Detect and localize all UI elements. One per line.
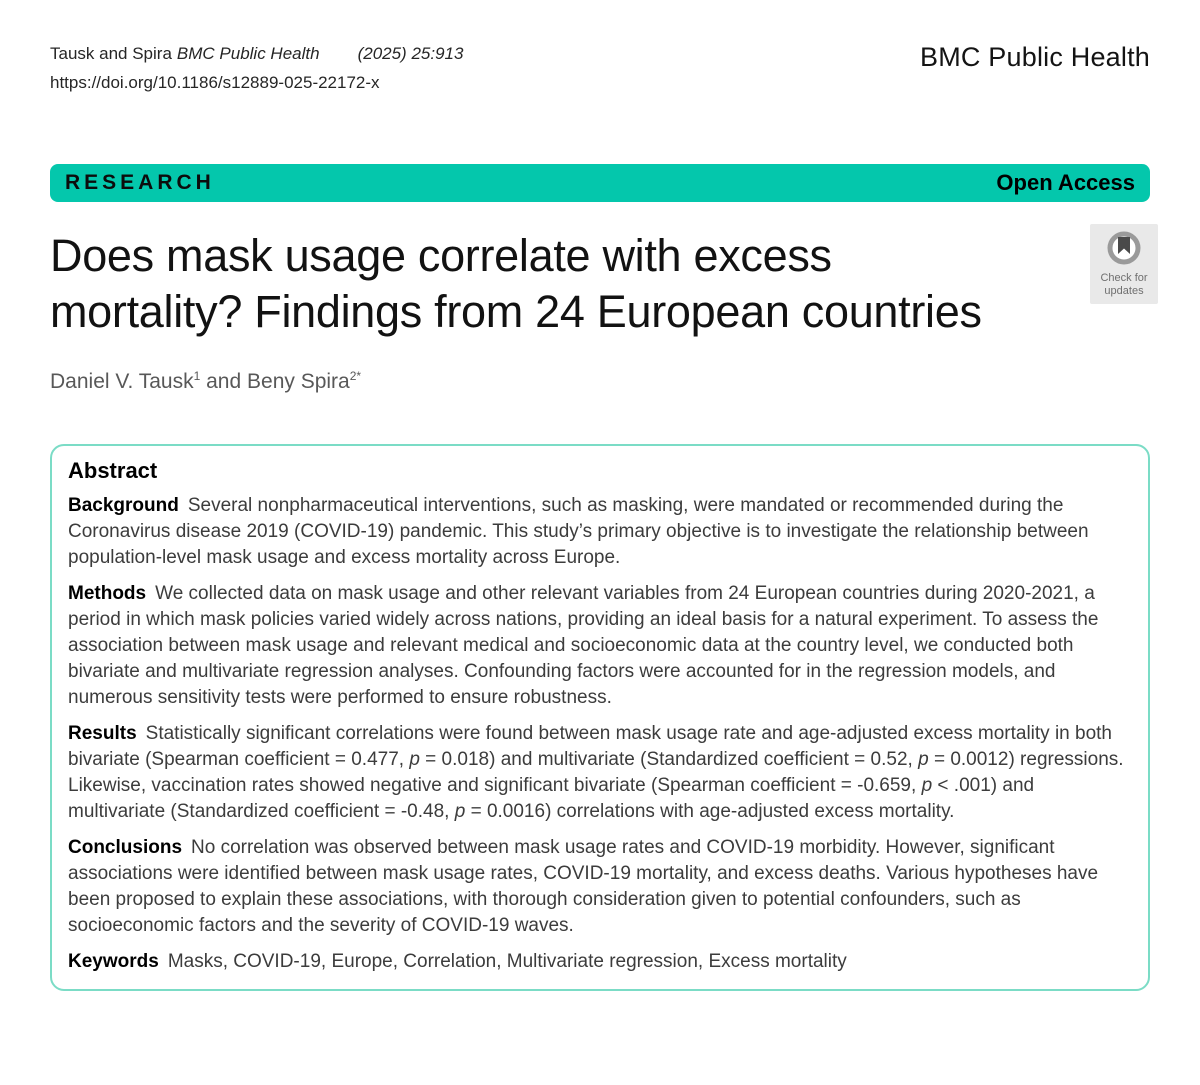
results-text: Statistically significant correlations were found between mask usage rate and age-adjusted excess mortality in both bivariate (Spearman coefficient = 0.477, p = 0.018) and multivariate (Standardized coefficient = 0.52, p = 0.0012) regressions. Likewise, vaccination rates showed negative and significant bivariate (Spearman coefficient = -0.659, p < .001) and multivariate (Standardized coefficient = -0.48, p = 0.0016) correlations with age-adjusted excess mortality. [68, 723, 1124, 823]
citation-authors: Tausk and Spira [50, 44, 172, 63]
article-title-line2: mortality? Findings from 24 European countries [50, 285, 982, 337]
crossmark-icon [1105, 229, 1143, 267]
abstract-box [50, 444, 1150, 991]
citation-line [50, 40, 463, 69]
background-label: Background [68, 495, 179, 517]
article-type-label: RESEARCH [65, 170, 215, 194]
open-access-label: Open Access [996, 169, 1135, 195]
results-label: Results [68, 723, 137, 745]
conclusions-label: Conclusions [68, 837, 183, 859]
conclusions-text: No correlation was observed between mask usage rates and COVID-19 morbidity. However, significant associations were identified between mask usage rates, COVID-19 mortality, and excess deaths. Various hypotheses have been proposed to explain these associations, with thorough consideration given to potential confounders, such as socioeconomic factors and the severity of COVID-19 waves. [68, 837, 1099, 937]
authors-line: Daniel V. Tausk$^1$ and Beny Spira$^{2*}$ [50, 369, 362, 394]
check-badge-label-line2: updates [1104, 285, 1144, 298]
article-title [50, 228, 1150, 340]
keywords-label: Keywords [68, 951, 159, 973]
citation-journal: BMC Public Health [176, 44, 320, 63]
keywords-text: Masks, COVID-19, Europe, Correlation, Multivariate regression, Excess mortality [167, 951, 847, 973]
methods-label: Methods [68, 583, 147, 605]
background-text: Several nonpharmaceutical interventions, such as masking, were mandated or recommended during the Coronavirus disease 2019 (COVID-19) pandemic. This study’s primary objective is to investigate the relationship between population-level mask usage and excess mortality across Europe. [68, 495, 1089, 569]
abstract-background-paragraph [68, 493, 1132, 571]
abstract-methods-paragraph [68, 581, 1132, 711]
journal-name: BMC Public Health [920, 42, 1150, 72]
article-type-banner [50, 164, 1150, 202]
article-title-line1: Does mask usage correlate with excess [50, 229, 832, 281]
methods-text: We collected data on mask usage and other relevant variables from 24 European countries during 2020-2021, a period in which mask policies varied widely across nations, providing an ideal basis for a natural experiment. To assess the association between mask usage and relevant medical and socioeconomic data at the country level, we conducted both bivariate and multivariate regression analyses. Confounding factors were accounted for in the regression models, and numerous sensitivity tests were performed to ensure robustness. [68, 583, 1099, 709]
abstract-keywords-paragraph [68, 949, 1132, 975]
page-header [0, 0, 1200, 98]
doi-link[interactable]: https://doi.org/10.1186/s12889-025-22172-x [50, 72, 380, 92]
check-badge-label-line1: Check for [1100, 272, 1148, 284]
abstract-conclusions-paragraph [68, 835, 1132, 939]
abstract-results-paragraph [68, 721, 1132, 825]
check-for-updates-badge[interactable] [1090, 224, 1158, 304]
citation-volume: (2025) 25:913 [357, 44, 464, 63]
citation-block [50, 40, 463, 98]
abstract-heading: Abstract [68, 458, 158, 484]
